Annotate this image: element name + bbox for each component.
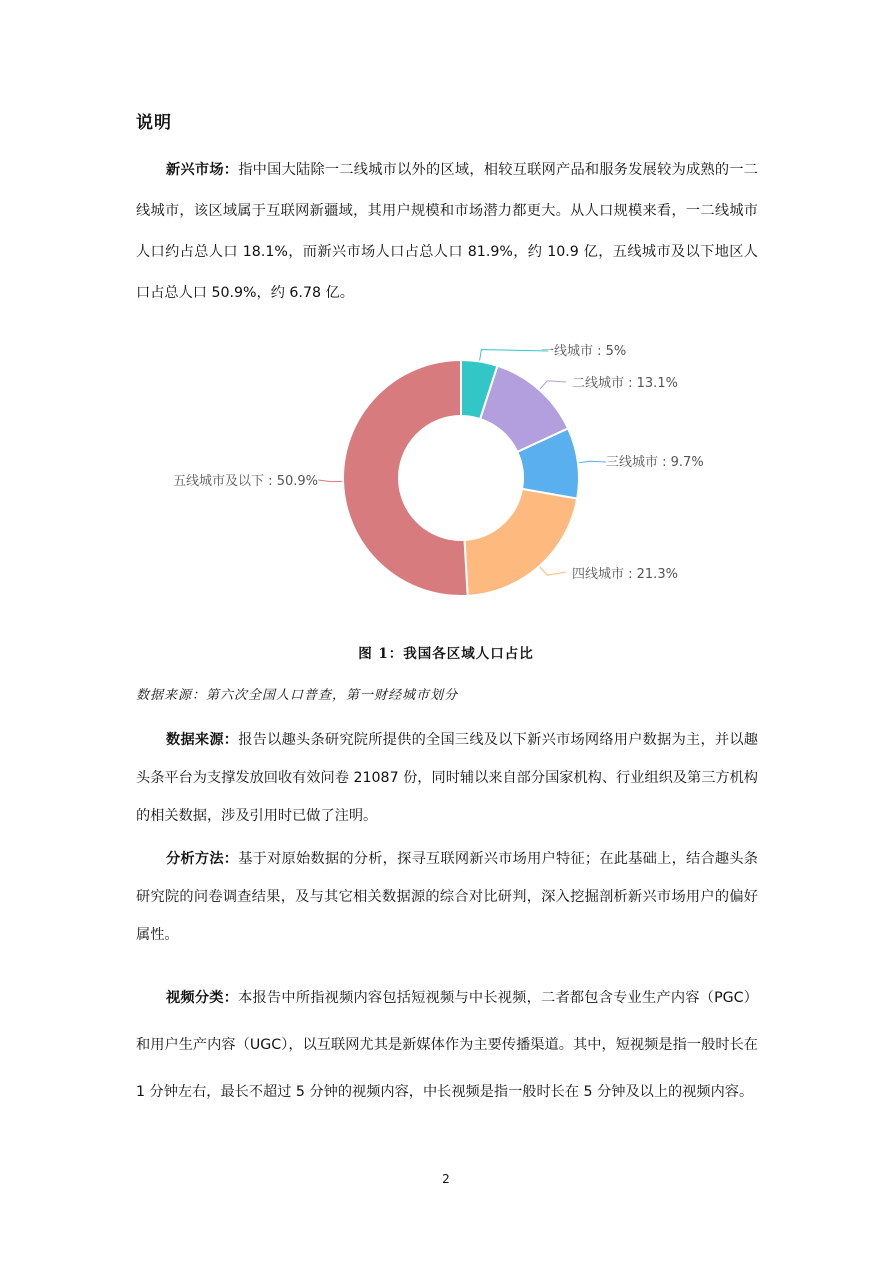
leader-line — [540, 567, 566, 575]
leader-line — [579, 461, 606, 462]
paragraph-label: 视频分类： — [166, 990, 239, 1006]
paragraph-label: 新兴市场： — [166, 162, 239, 178]
paragraph-data-source — [136, 721, 758, 835]
paragraph-text: 指中国大陆除一二线城市以外的区域，相较互联网产品和服务发展较为成熟的一二线城市，该区域属于互联网新疆域，其用户规模和市场潜力都更大。从人口规模来看，一二线城市人口约占总人口 18.1%，而新兴市场人口占总人口 81.9%，约 10.9 亿，五线城市及以下地区人口占总人口 50.9%，约 6.78 亿。 — [136, 162, 758, 301]
page-number: 2 — [442, 1172, 450, 1186]
slice-label: 三线城市 : 9.7% — [606, 455, 704, 470]
paragraph-video-classification — [136, 975, 758, 1116]
paragraph-analysis-method — [136, 840, 758, 954]
paragraph-label: 分析方法： — [166, 851, 239, 867]
donut-slice — [343, 360, 468, 596]
donut-slice — [465, 489, 578, 596]
leader-line — [480, 350, 548, 361]
population-donut-chart — [136, 325, 758, 615]
slice-label: 一线城市 : 5% — [541, 344, 627, 359]
paragraph-text: 本报告中所指视频内容包括短视频与中长视频，二者都包含专业生产内容（PGC）和用户生产内容（UGC），以互联网尤其是新媒体作为主要传播渠道。其中，短视频是指一般时长在 1 分钟左右，最长不超过 5 分钟的视频内容，中长视频是指一般时长在 5 分钟及以上的视频内容。 — [136, 990, 758, 1100]
slice-label: 五线城市及以下 : 50.9% — [173, 474, 318, 489]
leader-line — [540, 381, 566, 389]
data-source-note: 数据来源：第六次全国人口普查，第一财经城市划分 — [136, 688, 459, 703]
figure-caption: 图 1：我国各区域人口占比 — [358, 646, 534, 662]
leader-line — [318, 480, 342, 482]
slice-label: 四线城市 : 21.3% — [572, 567, 678, 582]
paragraph-text: 基于对原始数据的分析，探寻互联网新兴市场用户特征；在此基础上，结合趣头条研究院的问卷调查结果，及与其它相关数据源的综合对比研判，深入挖掘剖析新兴市场用户的偏好属性。 — [136, 851, 758, 943]
paragraph-text: 报告以趣头条研究院所提供的全国三线及以下新兴市场网络用户数据为主，并以趣头条平台为支撑发放回收有效问卷 21087 份，同时辅以来自部分国家机构、行业组织及第三方机构的相关数据，涉及引用时已做了注明。 — [136, 732, 758, 824]
donut-chart-svg — [136, 325, 758, 615]
paragraph-emerging-market — [136, 150, 758, 314]
section-heading: 说明 — [136, 113, 172, 133]
slice-label: 二线城市 : 13.1% — [572, 376, 678, 391]
paragraph-label: 数据来源： — [166, 732, 239, 748]
